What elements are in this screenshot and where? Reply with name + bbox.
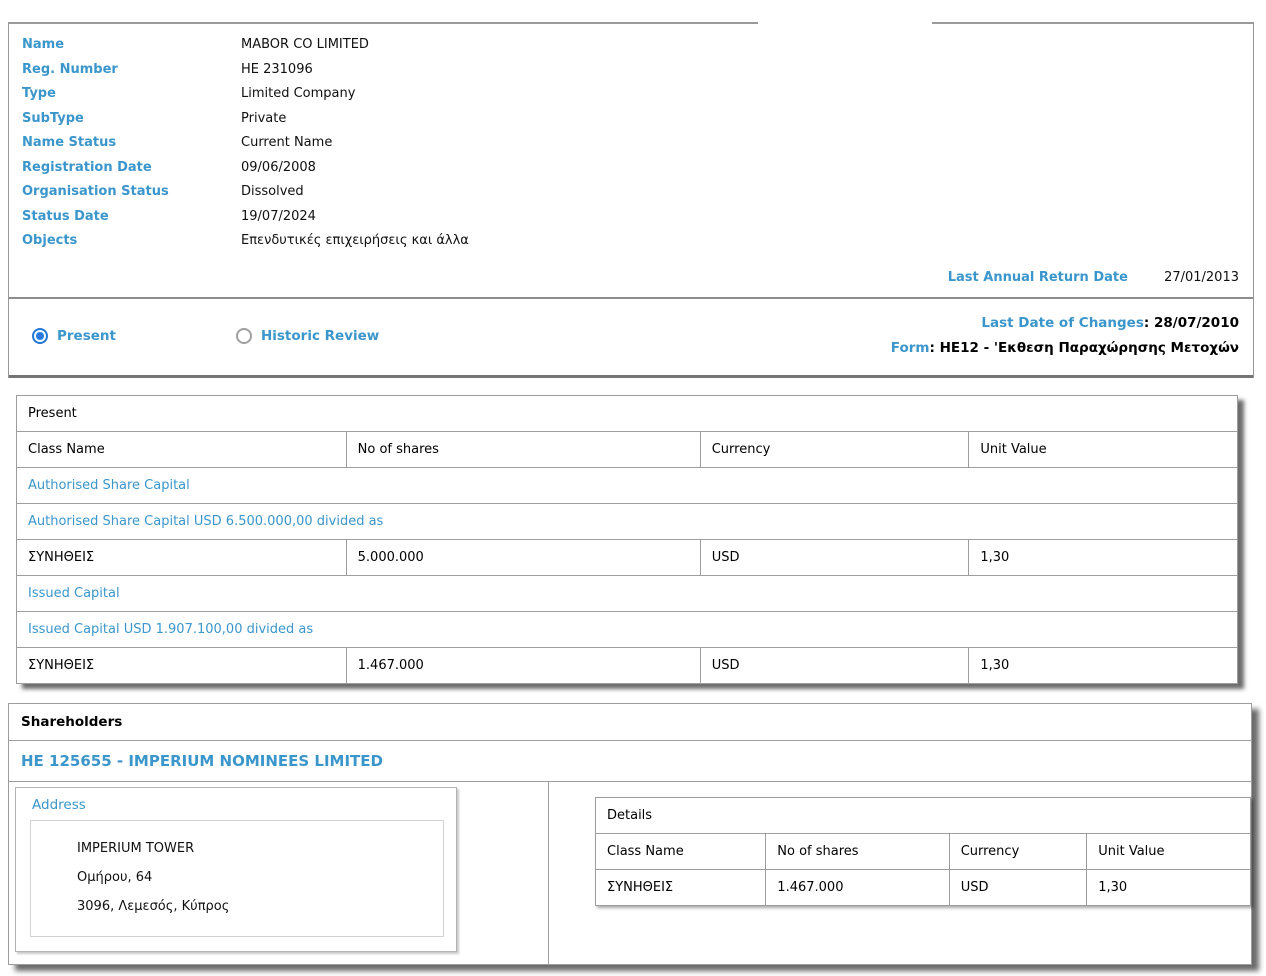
field-row-registration-date xyxy=(22,160,1253,185)
section-heading: Issued Capital xyxy=(17,575,1238,611)
table-title-row xyxy=(17,395,1238,431)
field-row-name-status xyxy=(22,135,1253,160)
panel-top-border-right xyxy=(932,22,1254,24)
section-row-authorised-detail xyxy=(17,503,1238,539)
colon: : xyxy=(1143,314,1154,331)
company-summary-panel xyxy=(8,24,1254,378)
details-data-row xyxy=(596,869,1251,905)
field-value: Dissolved xyxy=(241,184,304,199)
cell-no-of-shares: 1.467.000 xyxy=(346,647,700,683)
cell-unit-value: 1,30 xyxy=(969,647,1238,683)
field-row-subtype xyxy=(22,111,1253,136)
details-title: Details xyxy=(596,797,1251,833)
field-value: 09/06/2008 xyxy=(241,159,316,175)
field-value: Current Name xyxy=(241,135,333,150)
share-capital-panel xyxy=(16,395,1238,684)
shareholder-details-cell xyxy=(549,782,1251,964)
last-date-of-changes-value: 28/07/2010 xyxy=(1153,314,1239,331)
table-title: Present xyxy=(17,395,1238,431)
company-info xyxy=(9,24,1253,258)
cell-unit-value: 1,30 xyxy=(969,539,1238,575)
cell-unit-value: 1,30 xyxy=(1087,869,1251,905)
field-label: Name xyxy=(22,37,65,52)
section-subheading: Issued Capital USD 1.907.100,00 divided as xyxy=(17,611,1238,647)
details-title-row xyxy=(596,797,1251,833)
header-unit-value: Unit Value xyxy=(969,431,1238,467)
field-row-organisation-status xyxy=(22,184,1253,209)
section-subheading: Authorised Share Capital USD 6.500.000,00 divided as xyxy=(17,503,1238,539)
cell-class-name: ΣΥΝΗΘΕΙΣ xyxy=(596,869,766,905)
field-label: Objects xyxy=(22,233,78,248)
table-header-row xyxy=(17,431,1238,467)
radio-present-icon[interactable] xyxy=(32,328,48,344)
field-row-reg-number xyxy=(22,62,1253,87)
radio-present[interactable] xyxy=(32,328,116,344)
field-value: MABOR CO LIMITED xyxy=(241,37,369,52)
radio-historic-review-label[interactable]: Historic Review xyxy=(260,327,380,344)
radio-historic-review[interactable] xyxy=(236,328,379,344)
header-no-of-shares: No of shares xyxy=(766,833,949,869)
cell-currency: USD xyxy=(700,647,969,683)
radio-present-label[interactable]: Present xyxy=(57,327,116,344)
section-row-issued xyxy=(17,575,1238,611)
table-row-authorised-class xyxy=(17,539,1238,575)
address-box xyxy=(15,787,457,952)
colon: : xyxy=(929,339,940,356)
shareholder-entry-heading[interactable]: HE 125655 - IMPERIUM NOMINEES LIMITED xyxy=(9,741,1251,782)
shareholders-title: Shareholders xyxy=(9,704,1251,741)
section-row-issued-detail xyxy=(17,611,1238,647)
cell-class-name: ΣΥΝΗΘΕΙΣ xyxy=(17,647,347,683)
field-label: SubType xyxy=(22,110,84,126)
share-capital-table xyxy=(16,395,1238,684)
header-currency: Currency xyxy=(700,431,969,467)
shareholders-panel xyxy=(8,703,1252,965)
field-label: Type xyxy=(22,86,56,101)
field-row-objects xyxy=(22,233,1253,258)
last-date-of-changes-label: Last Date of Changes xyxy=(981,314,1144,331)
last-annual-return-value: 27/01/2013 xyxy=(1164,269,1239,285)
section-heading: Authorised Share Capital xyxy=(17,467,1238,503)
last-date-of-changes-row xyxy=(891,311,1239,336)
last-annual-return-row xyxy=(9,258,1253,297)
shareholder-address-cell xyxy=(9,782,549,964)
cell-no-of-shares: 1.467.000 xyxy=(766,869,949,905)
field-label: Name Status xyxy=(22,135,117,150)
address-line: 3096, Λεμεσός, Κύπρος xyxy=(77,898,230,914)
details-header-row xyxy=(596,833,1251,869)
cell-currency: USD xyxy=(949,869,1087,905)
field-label: Organisation Status xyxy=(22,184,169,199)
header-class-name: Class Name xyxy=(596,833,766,869)
address-line: IMPERIUM TOWER xyxy=(77,840,195,856)
section-row-authorised xyxy=(17,467,1238,503)
table-row-issued-class xyxy=(17,647,1238,683)
field-value: HE 231096 xyxy=(241,61,313,77)
cell-no-of-shares: 5.000.000 xyxy=(346,539,700,575)
field-value: Private xyxy=(241,110,287,126)
panel-top-border-left xyxy=(8,22,758,24)
cell-class-name: ΣΥΝΗΘΕΙΣ xyxy=(17,539,347,575)
address-line: Ομήρου, 64 xyxy=(77,869,153,885)
form-label: Form xyxy=(890,339,930,356)
field-value: Limited Company xyxy=(241,86,356,101)
address-lines xyxy=(30,820,444,937)
field-label: Reg. Number xyxy=(22,61,118,77)
field-label: Registration Date xyxy=(22,159,152,175)
view-toggle-bar xyxy=(9,297,1253,378)
field-row-status-date xyxy=(22,209,1253,234)
shareholder-detail-area xyxy=(9,782,1251,964)
field-value: Επενδυτικές επιχειρήσεις και άλλα xyxy=(241,233,469,248)
shareholder-details-table xyxy=(595,797,1251,906)
header-no-of-shares: No of shares xyxy=(346,431,700,467)
changes-info xyxy=(891,311,1239,361)
form-value: HE12 - 'Εκθεση Παραχώρησης Μετοχών xyxy=(939,339,1239,356)
form-row xyxy=(891,336,1239,361)
header-currency: Currency xyxy=(949,833,1087,869)
field-value: 19/07/2024 xyxy=(241,208,316,224)
field-row-type xyxy=(22,86,1253,111)
radio-historic-review-icon[interactable] xyxy=(236,328,252,344)
field-label: Status Date xyxy=(22,208,109,224)
view-radio-group xyxy=(32,328,379,344)
cell-currency: USD xyxy=(700,539,969,575)
field-row-name xyxy=(22,37,1253,62)
header-unit-value: Unit Value xyxy=(1087,833,1251,869)
header-class-name: Class Name xyxy=(17,431,347,467)
last-annual-return-label: Last Annual Return Date xyxy=(947,269,1128,285)
address-label: Address xyxy=(32,796,86,813)
